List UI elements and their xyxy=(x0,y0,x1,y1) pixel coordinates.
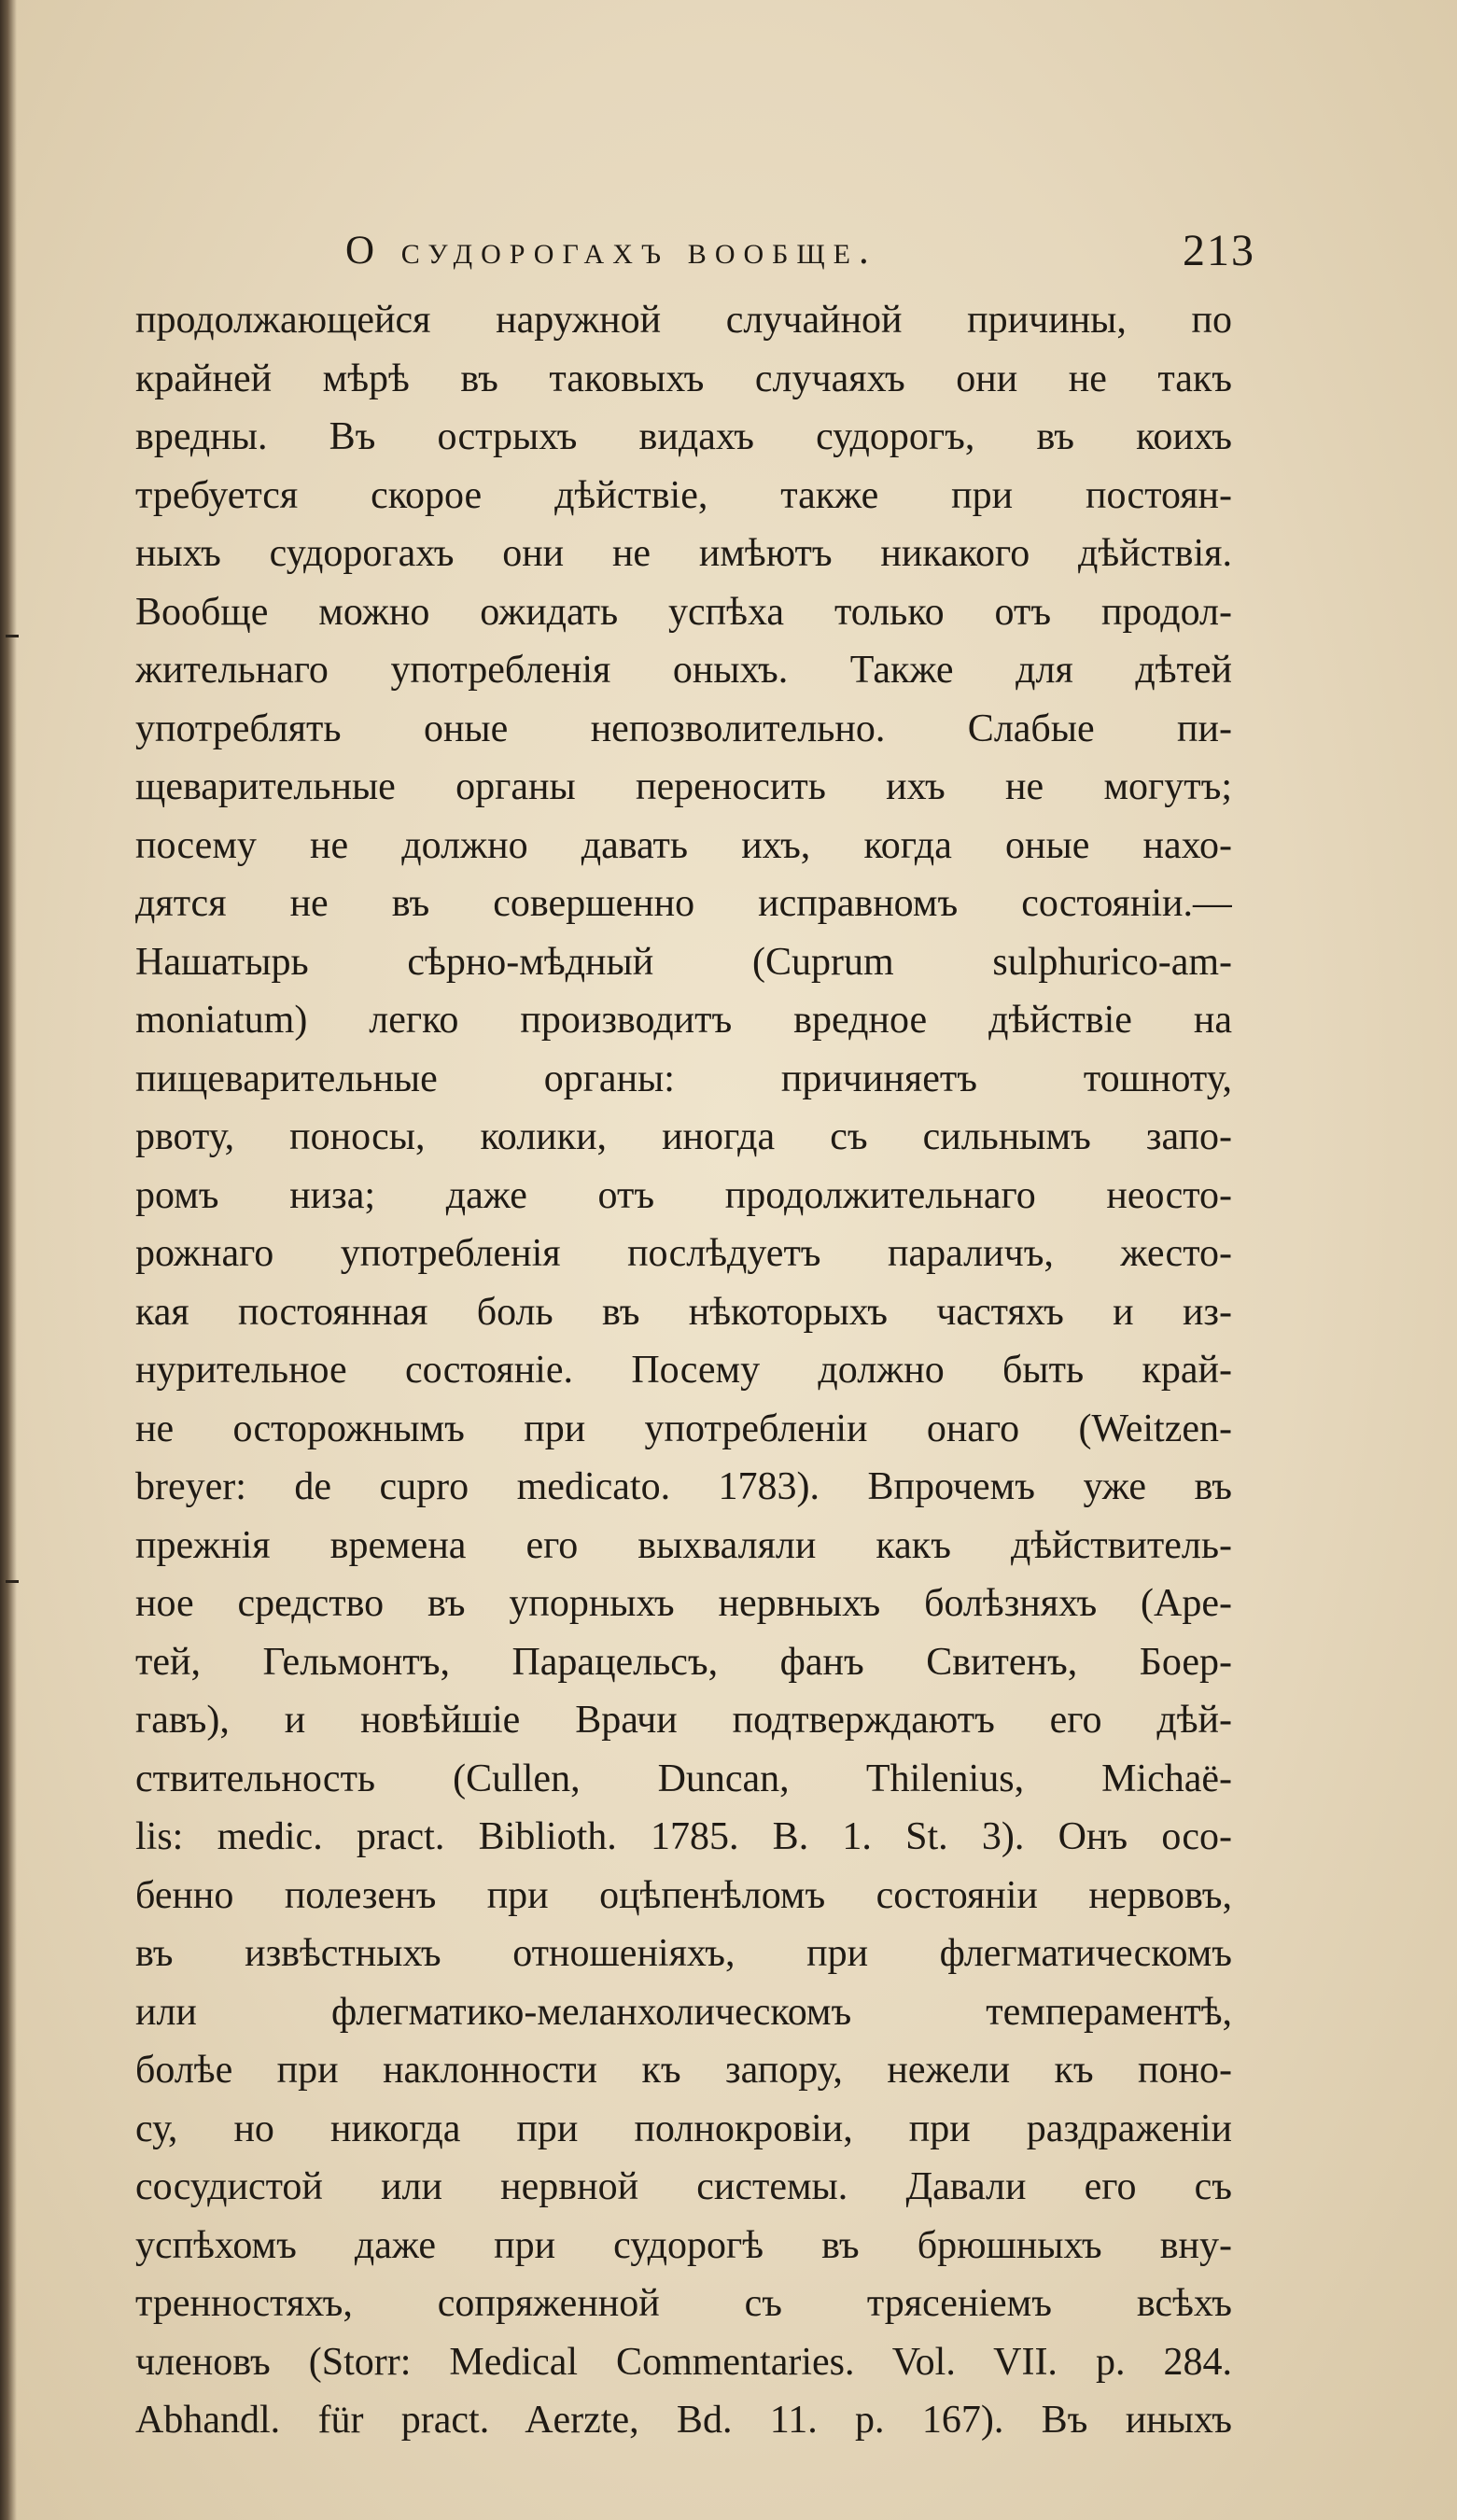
text-line: не осторожнымъ при употребленіи онаго (Weitzen- xyxy=(135,1407,1232,1450)
text-line: дятся не въ совершенно исправномъ состояніи.— xyxy=(135,882,1232,925)
text-line: нурительное состояніе. Посему должно быть край- xyxy=(135,1349,1232,1392)
text-line: тей, Гельмонтъ, Парацельсъ, фанъ Свитенъ, Боер- xyxy=(135,1640,1232,1684)
text-line: прежнія времена его выхваляли какъ дѣйствитель- xyxy=(135,1523,1232,1567)
page-number: 213 xyxy=(1183,225,1255,275)
text-line: или флегматико-меланхолическомъ темпераментѣ, xyxy=(135,1990,1232,2034)
text-line: ное средство въ упорныхъ нервныхъ болѣзняхъ (Аре- xyxy=(135,1582,1232,1625)
text-line: требуется скорое дѣйствіе, также при постоян- xyxy=(135,473,1232,517)
text-line: продолжающейся наружной случайной причины, по xyxy=(135,299,1232,342)
text-line: членовъ (Storr: Medical Commentaries. Vol. VII. p. 284. xyxy=(135,2340,1232,2384)
text-line: крайней мѣрѣ въ таковыхъ случаяхъ они не такъ xyxy=(135,357,1232,400)
text-line: пищеварительные органы: причиняетъ тошноту, xyxy=(135,1057,1232,1100)
binding-edge xyxy=(0,0,17,2520)
page-header xyxy=(345,222,1255,278)
text-line: Нашатырь сѣрно-мѣдный (Cuprum sulphurico-am- xyxy=(135,940,1232,984)
text-line: рожнаго употребленія послѣдуетъ параличъ, жесто- xyxy=(135,1232,1232,1275)
text-line: ромъ низа; даже отъ продолжительнаго неосто- xyxy=(135,1173,1232,1217)
text-line: щеварительные органы переносить ихъ не могутъ; xyxy=(135,765,1232,808)
text-line: breyer: de cupro medicato. 1783). Впрочемъ уже въ xyxy=(135,1465,1232,1508)
text-line: въ извѣстныхъ отношеніяхъ, при флегматическомъ xyxy=(135,1932,1232,1975)
text-line: гавъ), и новѣйшіе Врачи подтверждаютъ его дѣй- xyxy=(135,1699,1232,1742)
text-line: кая постоянная боль въ нѣкоторыхъ частяхъ и из- xyxy=(135,1290,1232,1334)
margin-mark xyxy=(6,635,19,637)
text-line: ствительность (Cullen, Duncan, Thilenius, Michaë- xyxy=(135,1757,1232,1800)
text-line: lis: medic. pract. Biblioth. 1785. B. 1. St. 3). Онъ осо- xyxy=(135,1815,1232,1858)
text-line: Abhandl. für pract. Aerzte, Bd. 11. p. 167). Въ иныхъ xyxy=(135,2399,1232,2442)
text-line: moniatum) легко производитъ вредное дѣйствіе на xyxy=(135,999,1232,1042)
text-line: су, но никогда при полнокровіи, при раздраженіи xyxy=(135,2107,1232,2150)
text-line: успѣхомъ даже при судорогѣ въ брюшныхъ вну- xyxy=(135,2223,1232,2267)
text-line: болѣе при наклонности къ запору, нежели къ поно- xyxy=(135,2049,1232,2092)
text-line: бенно полезенъ при оцѣпенѣломъ состояніи нервовъ, xyxy=(135,1873,1232,1917)
text-line: рвоту, поносы, колики, иногда съ сильнымъ запо- xyxy=(135,1115,1232,1158)
text-line: ныхъ судорогахъ они не имѣютъ никакого дѣйствія. xyxy=(135,532,1232,575)
margin-mark xyxy=(6,1580,19,1583)
text-line: вредны. Въ острыхъ видахъ судорогъ, въ коихъ xyxy=(135,415,1232,458)
text-line: сосудистой или нервной системы. Давали его съ xyxy=(135,2165,1232,2208)
text-line: посему не должно давать ихъ, когда оные нахо- xyxy=(135,823,1232,867)
body-text xyxy=(135,291,1232,2450)
text-line: употреблять оные непозволительно. Слабые пи- xyxy=(135,707,1232,750)
running-head: О судорогахъ вообще. xyxy=(345,228,877,273)
text-line: жительнаго употребленія оныхъ. Также для дѣтей xyxy=(135,649,1232,692)
text-line: тренностяхъ, сопряженной съ трясеніемъ всѣхъ xyxy=(135,2282,1232,2325)
text-line: Вообще можно ожидать успѣха только отъ продол- xyxy=(135,590,1232,634)
